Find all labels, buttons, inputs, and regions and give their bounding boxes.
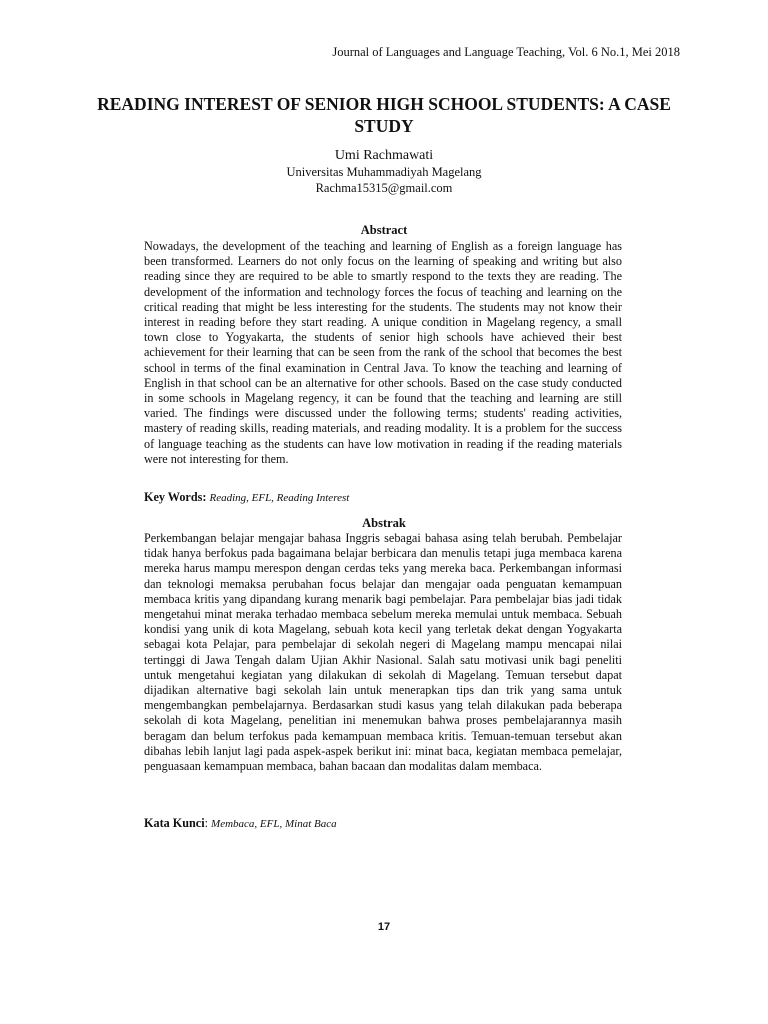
abstrak-text: Perkembangan belajar mengajar bahasa Inggris sebagai bahasa asing telah berubah. Pembelajar tidak hanya berfokus pada bagaimana belajar berbicara dan menulis tetapi juga membaca karena mereka harus mampu merespon dengan cerdas teks yang mereka baca. Perkembangan informasi dan teknologi memaksa perubahan focus belajar dan mengajar oada penguatan kemampuan membaca kritis yang dipandang kurang menarik bagi pembelajar. Para pembelajar bias jadi tidak mengetahui minat meraka terhadao membaca sebelum mereka memulai untuk membaca. Sebuah kondisi yang unik di kota Magelang, sebuah kota kecil yang terletak dekat dengan Yogyakarta sebagai kota Pelajar, para pembelajar di sekolah negeri di Magelang mampu mencapai nilai tertinggi di Jawa Tengah dalam Ujian Akhir Nasional. Salah satu motivasi unik bagi peneliti untuk mengetahui kegiatan yang dilakukan di sekolah di Magelang. Temuan tersebut dapat dijadikan alternative bagi sekolah lain untuk menerapkan tips dan trik yang sama untuk mengembangkan pembelajarnya. Berdasarkan studi kasus yang telah dilakukan pada beberapa sekolah di kota Magelang, penelitian ini menemukan bahwa proses pembelajarannya masih beragam dan belum terfokus pada kemampuan membaca kritis. Temuan-temuan tersebut akan dibahas lebih lanjut lagi pada aspek-aspek berikut ini: minat baca, kegiatan membaca pemelajar, penguasaan kemampuan membaca, bahan bacaan dan modalitas dalam membaca.: [144, 531, 622, 774]
abstrak-heading: Abstrak: [362, 516, 406, 530]
kata-kunci-line: [144, 816, 622, 832]
keywords-label: Key Words:: [144, 490, 207, 504]
paper-title: READING INTEREST OF SENIOR HIGH SCHOOL STUDENTS: A CASE STUDY: [97, 94, 671, 136]
author-name: Umi Rachmawati: [334, 148, 434, 163]
keywords-line: [144, 490, 622, 506]
kata-kunci-separator: :: [204, 816, 208, 830]
running-head: Journal of Languages and Language Teaching, Vol. 6 No.1, Mei 2018: [332, 45, 680, 59]
author-affiliation: Universitas Muhammadiyah Magelang: [286, 165, 482, 179]
kata-kunci-value: Membaca, EFL, Minat Baca: [211, 818, 337, 830]
kata-kunci-label: Kata Kunci: [144, 816, 205, 830]
keywords-value: Reading, EFL, Reading Interest: [209, 492, 350, 504]
abstract-text: Nowadays, the development of the teaching and learning of English as a foreign language has been transformed. Learners do not only focus on the learning of speaking and writing but also reading since they are required to be able to smartly respond to the texts they are reading. The development of the information and technology forces the focus of teaching and learning on the critical reading that might be less interesting for the students. The students may not know their interest in reading before they start reading. A unique condition in Magelang regency, a small town close to Yogyakarta, the students of senior high schools have achieved their best achievement for their learning that can be seen from the rank of the school that becomes the best school in terms of the final examination in Central Java. To know the teaching and learning of English in that school can be an alternative for other schools. Based on the case study conducted in some schools in Magelang regency, it can be found that the teaching and learning are still varied. The findings were discussed under the following terms; students' reading activities, mastery of reading skills, reading materials, and reading modality. It is a problem for the success of language teaching as the students can have low motivation in reading if the reading materials were not interesting for them.: [144, 239, 622, 466]
page-number: 17: [377, 921, 391, 933]
author-affiliation-block: [0, 165, 768, 196]
author-email: Rachma15315@gmail.com: [315, 180, 453, 195]
abstract-heading: Abstract: [360, 223, 408, 237]
